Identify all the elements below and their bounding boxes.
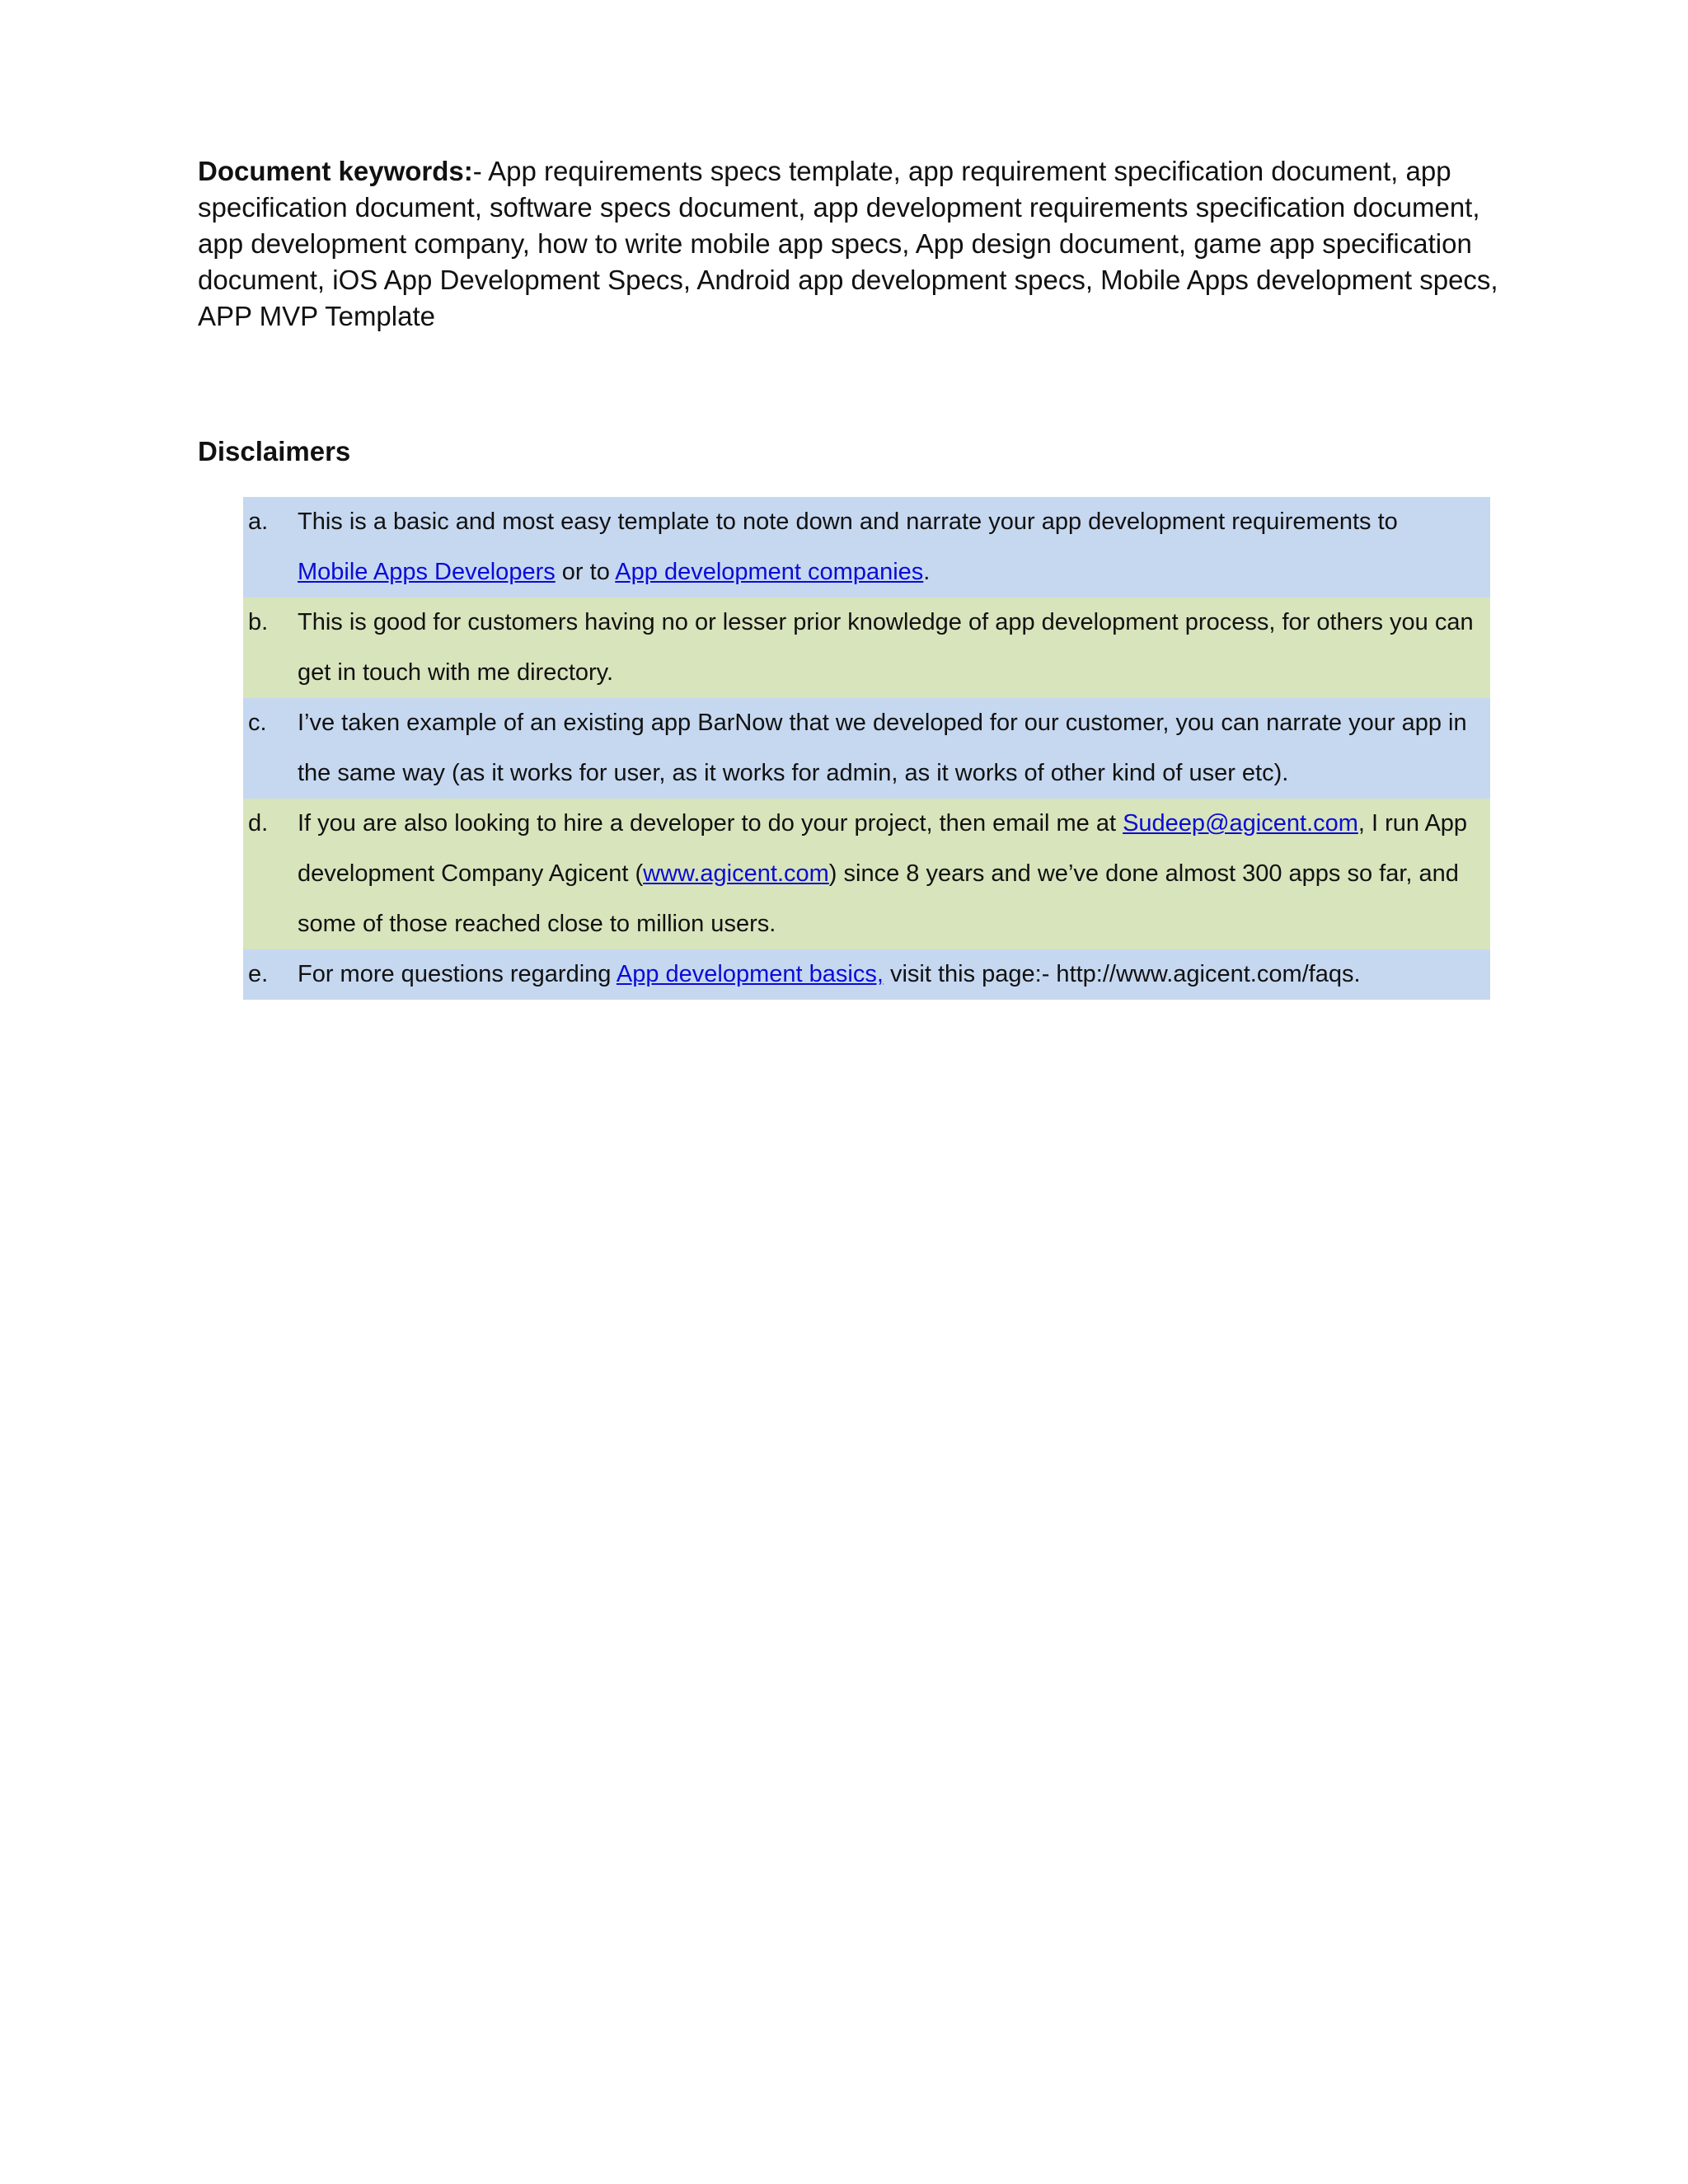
text-segment: , I run App development Company Agicent (	[298, 810, 1468, 887]
email-link[interactable]: Sudeep@agicent.com	[1123, 810, 1358, 837]
list-marker: b.	[248, 609, 269, 635]
text-segment: .	[923, 559, 931, 585]
disclaimer-item-c	[243, 698, 1490, 799]
keywords-text: - App requirements specs template, app requirement specification document, app specification document, software specs document, app development requirements specification document, app development company, how to write mobile app specs, App design document, game app specification document, iOS App Development Specs, Android app development specs, Mobile Apps development specs, APP MVP Template	[198, 156, 1498, 331]
keywords-label: Document keywords:	[198, 156, 473, 186]
text-segment: or to	[555, 559, 616, 585]
disclaimer-item-a	[243, 497, 1490, 598]
agicent-website-link[interactable]: www.agicent.com	[643, 860, 829, 887]
text-segment: This is a basic and most easy template to note down and narrate your app development requirements to	[298, 509, 1398, 535]
text-segment: If you are also looking to hire a developer to do your project, then email me at	[298, 810, 1123, 837]
disclaimer-text	[298, 949, 1490, 1000]
disclaimer-text	[298, 799, 1490, 949]
disclaimer-item-e	[243, 949, 1490, 1000]
document-keywords-paragraph	[198, 153, 1500, 335]
disclaimer-list	[243, 497, 1490, 1000]
list-marker: d.	[248, 810, 269, 837]
disclaimer-text	[298, 497, 1490, 598]
disclaimer-text: I’ve taken example of an existing app BarNow that we developed for our customer, you can narrate your app in the same way (as it works for user, as it works for admin, as it works of other kind of user etc).	[298, 710, 1467, 786]
app-development-companies-link[interactable]: App development companies	[615, 559, 924, 585]
disclaimers-heading: Disclaimers	[198, 436, 351, 466]
disclaimer-text: This is good for customers having no or lesser prior knowledge of app development process, for others you can get in touch with me directory.	[298, 609, 1474, 686]
disclaimer-item-d	[243, 799, 1490, 949]
text-segment: ) since 8 years and we’ve done almost 300 apps so far, and some of those reached close to million users.	[298, 860, 1459, 937]
list-marker: a.	[248, 509, 269, 535]
app-development-basics-link[interactable]: App development basics,	[616, 961, 884, 987]
disclaimer-item-b	[243, 598, 1490, 698]
text-segment: visit this page:- http://www.agicent.com/faqs.	[883, 961, 1361, 987]
list-marker: e.	[248, 961, 269, 987]
text-segment: For more questions regarding	[298, 961, 617, 987]
list-marker: c.	[248, 710, 267, 736]
mobile-apps-developers-link[interactable]: Mobile Apps Developers	[298, 559, 556, 585]
